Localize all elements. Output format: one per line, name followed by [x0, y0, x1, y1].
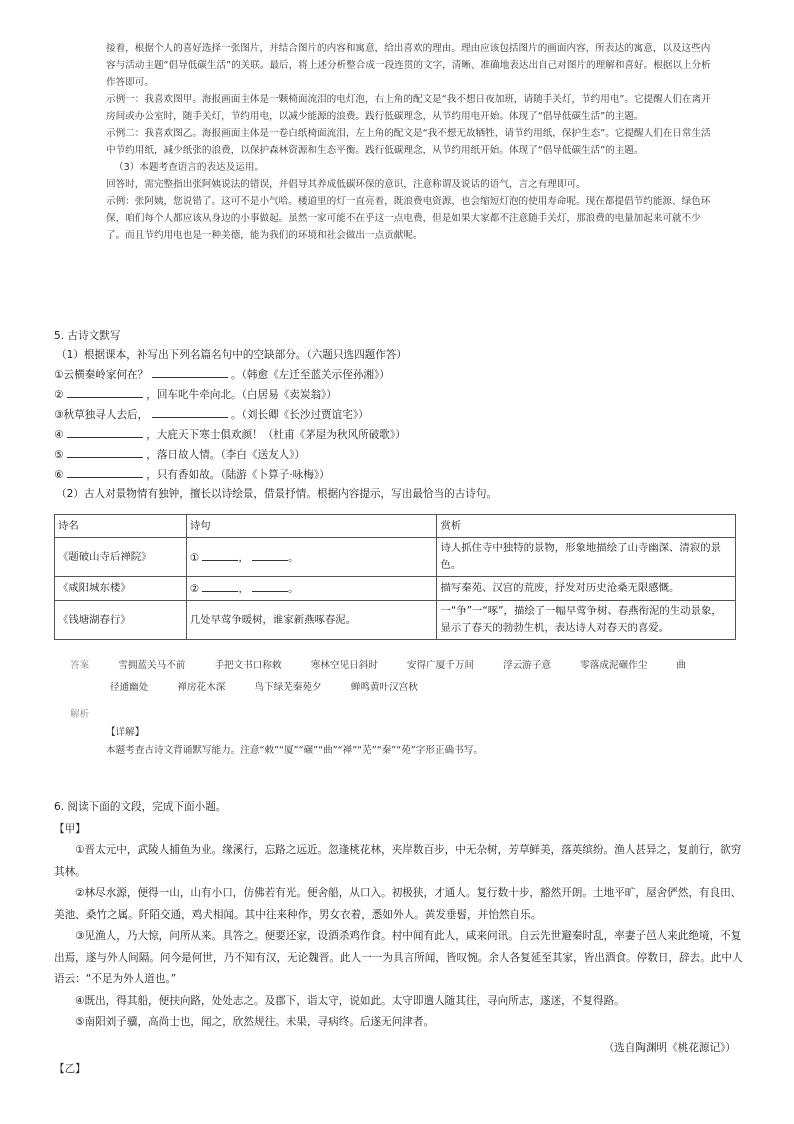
poem-table [54, 514, 736, 640]
answer-block [70, 655, 740, 699]
question-3-guidance: 回答时，需完整指出张阿姨说法的错误，并倡导其养成低碳环保的意识，注意称谓及说话的语气，言之有理即可。 [106, 179, 586, 190]
answer-label: 答案 [70, 660, 90, 671]
answer-blank[interactable] [67, 385, 143, 398]
analysis-text: 本题考查古诗文背诵默写能力。注意“敕”“厦”“碾”“曲”“禅”“芜”“秦”“苑”字形正确书写。 [106, 745, 483, 756]
example-two: 示例二：我喜欢图乙。海报画面主体是一卷白纸椅面流泪，左上角的配文是“我不想无故牺牲，请节约用纸，保护生态”。它提醒人们在日常生活中节约用纸，减少纸张的浪费，以保护森林资源和生态平衡。践行低碳理念，从节约用纸开始。体现了“倡导低碳生活”的主题。 [106, 128, 711, 156]
fill-item-5: ⑤ ，落日故人情。（李白《送友人》） [54, 445, 744, 465]
analysis-block [70, 706, 740, 760]
fill-item-3: ③秋草独寻人去后， 。（刘长卿《长沙过贾谊宅》） [54, 405, 744, 425]
passage-paragraph-2: ②林尽水源，便得一山，山有小口，仿佛若有光。便舍船，从口入。初极狭，才通人。复行数十步，豁然开朗。土地平旷，屋舍俨然，有良田、美池、桑竹之属。阡陌交通，鸡犬相闻。其中往来种作，男女衣着，悉如外人。黄发垂髫，并怡然自乐。 [54, 887, 742, 921]
passage-paragraph-1: ①晋太元中，武陵人捕鱼为业。缘溪行，忘路之远近。忽逢桃花林，夹岸数百步，中无杂树，芳草鲜美，落英缤纷。渔人甚异之，复前行，欲穷其林。 [54, 844, 742, 878]
answer-item: 鸟下绿芜秦苑夕 [254, 682, 322, 693]
passage-yi-label: 【乙】 [54, 1063, 86, 1075]
passage-jia-label: 【甲】 [54, 822, 86, 835]
poem-name: 《咸阳城东楼》 [55, 577, 187, 601]
fill-item-4: ④ ，大庇天下寒士俱欢颜！（杜甫《茅屋为秋风所破歌》） [54, 425, 744, 445]
fill-item-1: ①云横秦岭家何在？ 。（韩愈《左迁至蓝关示侄孙湘》） [54, 365, 744, 385]
answer-blank[interactable] [152, 365, 228, 378]
header-appreciation: 赏析 [437, 515, 736, 538]
header-poem-line: 诗句 [186, 515, 437, 538]
poem-line: 几处早莺争暖树，谁家新燕啄春泥。 [186, 601, 437, 640]
passage-paragraph-3: ③见渔人，乃大惊，问所从来。具答之。便要还家，设酒杀鸡作食。村中闻有此人，咸来问讯。自云先世避秦时乱，率妻子邑人来此绝境，不复出焉，遂与外人间隔。问今是何世，乃不知有汉，无论魏晋。此人一一为具言所闻，皆叹惋。余人各复延至其家，皆出酒食。停数日，辞去。此中人语云：“不足为外人道也。” [54, 930, 743, 985]
answer-item: 曲 [676, 660, 686, 671]
answer-blank[interactable] [67, 445, 143, 458]
answer-blank[interactable] [67, 425, 143, 438]
appreciation: 描写秦苑、汉宫的荒废，抒发对历史沧桑无限感慨。 [437, 577, 736, 601]
answer-item: 寒林空见日斜时 [310, 660, 378, 671]
analysis-paragraph: 接着，根据个人的喜好选择一张图片，并结合图片的内容和寓意，给出喜欢的理由。理由应该包括图片的画面内容，所表达的寓意，以及这些内容与活动主题“倡导低碳生活”的关联。最后，将上述分析整合成一段连贯的文字，清晰、准确地表达出自己对图片的理解和喜好。根据以上分析作答即可。 [106, 43, 711, 88]
answer-item: 零落成泥碾作尘 [580, 660, 648, 671]
poem-line: ① ， 。 [186, 538, 437, 577]
poem-name: 《钱塘湖春行》 [55, 601, 187, 640]
question-3-example: 示例：张阿姨，您说错了。这可不是小气哈。楼道里的灯一直亮着，既浪费电资源，也会缩短灯泡的使用寿命呢。现在都提倡节约能源、绿色环保，咱们每个人都应该从身边的小事做起。虽然一家可能不在乎这一点电费，但是如果大家都不注意随手关灯，那浪费的电量加起来可就不少了。而且节约用电也是一种美德，能为我们的环境和社会做出一点贡献呢。 [106, 196, 711, 241]
answer-blank[interactable] [252, 548, 288, 561]
answer-item: 雪拥蓝关马不前 [118, 660, 186, 671]
answer-item: 手把文书口称敕 [214, 660, 282, 671]
section-5-q1: （1）根据课本，补写出下列名篇名句中的空缺部分。（六题只选四题作答） [56, 349, 408, 361]
answer-blank[interactable] [202, 579, 238, 592]
answer-item: 浮云游子意 [503, 660, 552, 671]
fill-item-6: ⑥ ，只有香如故。（陆游《卜算子·咏梅》） [54, 465, 744, 485]
appreciation: 一“争”一“啄”，描绘了一幅早莺争树、春燕衔泥的生动景象，显示了春天的勃勃生机，表达诗人对春天的喜爱。 [437, 601, 736, 640]
answer-item: 安得广厦千万间 [406, 660, 475, 671]
section-6 [54, 797, 744, 1081]
answer-item: 禅房花木深 [177, 682, 226, 693]
answer-line-1 [70, 655, 740, 677]
section-5-q2: （2）古人对景物情有独钟，擅长以诗绘景，借景抒情。根据内容提示，写出最恰当的古诗句。 [56, 488, 498, 500]
passage-source: （选自陶渊明《桃花源记》） [603, 1041, 736, 1054]
poem-name: 《题破山寺后禅院》 [55, 538, 187, 577]
section-5-title: 5. 古诗文默写 [54, 330, 121, 342]
fill-item-2: ② ，回车叱牛牵向北。（白居易《卖炭翁》） [54, 385, 744, 405]
question-3-heading: （3）本题考查语言的表达及运用。 [114, 162, 265, 173]
passage-paragraph-5: ⑤南阳刘子骥，高尚士也，闻之，欣然规往。未果，寻病终。后遂无问津者。 [75, 1016, 435, 1028]
answer-blank[interactable] [252, 579, 288, 592]
header-poem-name: 诗名 [55, 515, 187, 538]
section-5 [54, 327, 744, 504]
table-header-row [55, 515, 736, 538]
analysis-label: 解析 [70, 709, 90, 720]
answer-blank[interactable] [202, 548, 238, 561]
answer-item: 蝉鸣黄叶汉宫秋 [350, 682, 418, 693]
passage-paragraph-4: ④既出，得其船，便扶向路，处处志之。及郡下，诣太守，说如此。太守即遣人随其往，寻向所志，遂迷，不复得路。 [75, 994, 625, 1007]
answer-blank[interactable] [67, 465, 143, 478]
previous-answer-block [106, 40, 718, 244]
answer-item: 径通幽处 [110, 682, 149, 693]
answer-blank[interactable] [152, 405, 228, 418]
appreciation: 诗人抓住寺中独特的景物，形象地描绘了山寺幽深、清寂的景色。 [437, 538, 736, 577]
table-row [55, 601, 736, 640]
analysis-detail-tag: 【详解】 [106, 727, 145, 738]
example-one: 示例一：我喜欢图甲。海报画面主体是一颗椅面流泪的电灯泡，右上角的配文是“我不想日夜加班，请随手关灯，节约用电”。它提醒人们在离开房间或办公室时，随手关灯，节约用电，以减少能源的浪费。践行低碳理念，从节约用电开始。体现了“倡导低碳生活”的主题。 [106, 94, 711, 122]
table-row [55, 538, 736, 577]
section-6-title: 6. 阅读下面的文段，完成下面小题。 [54, 801, 227, 813]
answer-line-2 [70, 677, 740, 699]
poem-line: ② ， 。 [186, 577, 437, 601]
table-row [55, 577, 736, 601]
